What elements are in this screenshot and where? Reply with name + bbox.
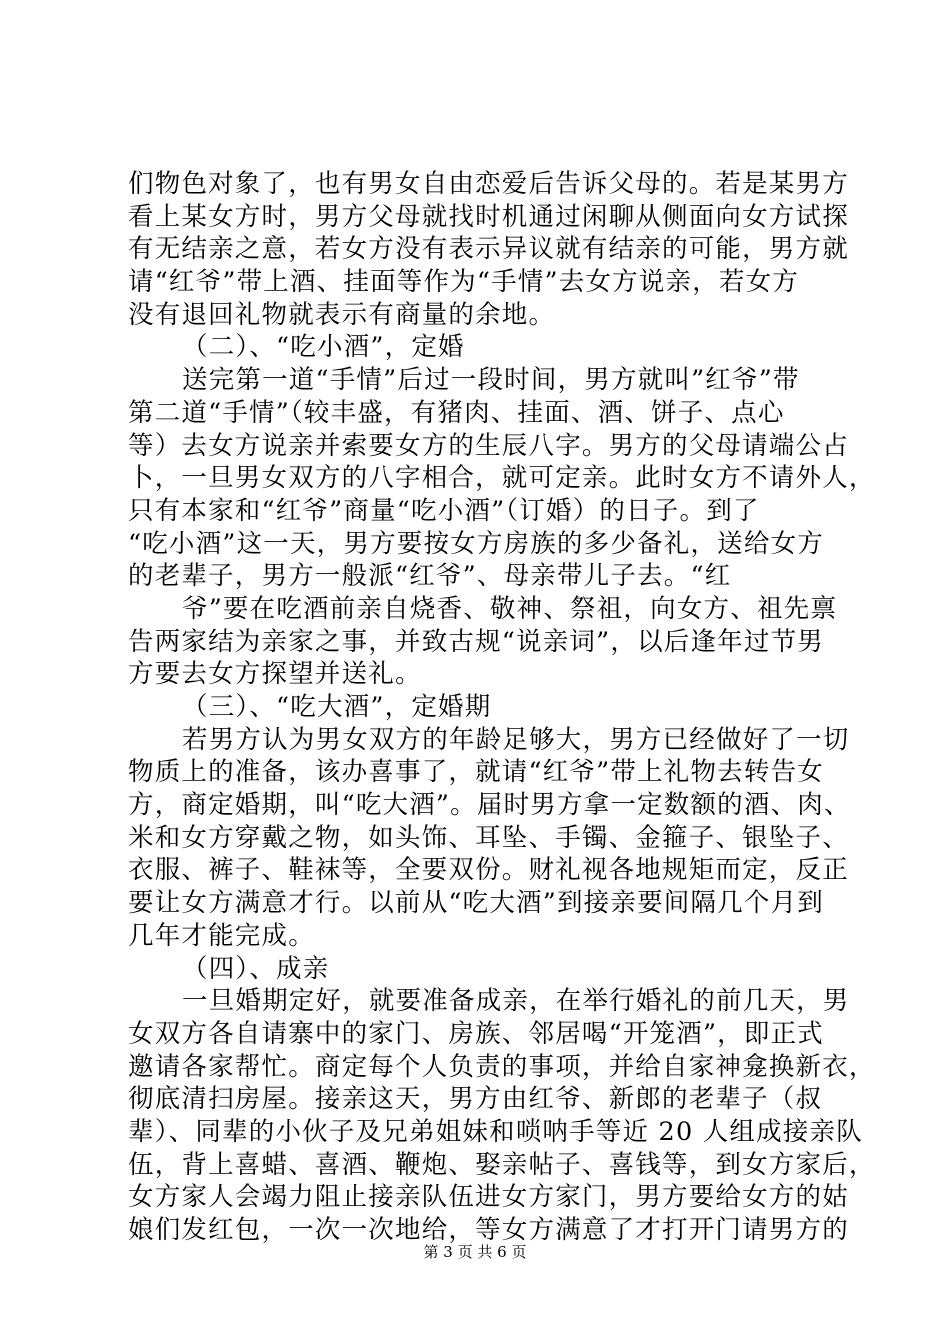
text-line: 女方家人会竭力阻止接亲队伍进女方家门，男方要给女方的姑 bbox=[128, 1182, 849, 1213]
text-line: 物质上的准备，该办喜事了，就请“红爷”带上礼物去转告女 bbox=[128, 757, 824, 788]
text-line: 没有退回礼物就表示有商量的余地。 bbox=[128, 299, 556, 330]
text-line: 请“红爷”带上酒、挂面等作为“手情”去女方说亲，若女方 bbox=[128, 267, 800, 298]
text-line: 米和女方穿戴之物，如头饰、耳坠、手镯、金箍子、银坠子、 bbox=[128, 822, 849, 853]
text-line: 的老辈子，男方一般派“红爷”、母亲带儿子去。“红 bbox=[128, 561, 732, 592]
text-line: 女双方各自请寨中的家门、房族、邻居喝“开笼酒”，即正式 bbox=[128, 1018, 824, 1049]
text-line: 方，商定婚期，叫“吃大酒”。届时男方拿一定数额的酒、肉、 bbox=[128, 790, 851, 821]
body-text bbox=[128, 168, 876, 1247]
text-line: 几年才能完成。 bbox=[128, 920, 315, 951]
page-footer: 第 3 页 共 6 页 bbox=[423, 1243, 527, 1261]
text-line: 辈）、同辈的小伙子及兄弟姐妹和唢呐手等近 20 人组成接亲队 bbox=[128, 1116, 863, 1147]
text-line: 衣服、裤子、鞋袜等，全要双份。财礼视各地规矩而定，反正 bbox=[128, 855, 849, 886]
text-line: 邀请各家帮忙。商定每个人负责的事项，并给自家神龛换新衣， bbox=[128, 1051, 876, 1082]
text-line: 彻底清扫房屋。接亲这天，男方由红爷、新郎的老辈子（叔 bbox=[128, 1084, 823, 1115]
text-line: 告两家结为亲家之事，并致古规“说亲词”，以后逢年过节男 bbox=[128, 626, 824, 657]
text-line: 第二道“手情”（较丰盛，有猪肉、挂面、酒、饼子、点心 bbox=[128, 397, 785, 428]
text-line: 看上某女方时，男方父母就找时机通过闲聊从侧面向女方试探 bbox=[128, 201, 849, 232]
text-line: 一旦婚期定好，就要准备成亲，在举行婚礼的前几天，男 bbox=[182, 986, 850, 1017]
text-line: 娘们发红包，一次一次地给，等女方满意了才打开门请男方的 bbox=[128, 1215, 849, 1245]
text-line: 卜，一旦男女双方的八字相合，就可定亲。此时女方不请外人， bbox=[128, 463, 876, 494]
text-line: 伍，背上喜蜡、喜酒、鞭炮、娶亲帖子、喜钱等，到女方家后， bbox=[128, 1149, 876, 1180]
text-line: 们物色对象了，也有男女自由恋爱后告诉父母的。若是某男方 bbox=[128, 169, 849, 199]
text-line: 要让女方满意才行。以前从“吃大酒”到接亲要间隔几个月到 bbox=[128, 888, 824, 919]
text-line: 爷”要在吃酒前亲自烧香、敬神、祭祖，向女方、祖先禀 bbox=[182, 593, 838, 624]
text-line: 只有本家和“红爷”商量“吃小酒”（订婚）的日子。到了 bbox=[128, 495, 760, 526]
section-heading-2: （二）、“吃小酒”，定婚 bbox=[182, 332, 465, 363]
text-line: 有无结亲之意，若女方没有表示异议就有结亲的可能，男方就 bbox=[128, 234, 849, 265]
section-heading-3: （三）、“吃大酒”，定婚期 bbox=[182, 692, 492, 722]
text-line: 若男方认为男女双方的年龄足够大，男方已经做好了一切 bbox=[182, 724, 850, 755]
text-line: 等）去女方说亲并索要女方的生辰八字。男方的父母请端公占 bbox=[128, 430, 849, 461]
text-line: “吃小酒”这一天，男方要按女方房族的多少备礼，送给女方 bbox=[128, 528, 824, 559]
text-line: 送完第一道“手情”后过一段时间，男方就叫”红爷”带 bbox=[182, 365, 800, 396]
section-heading-4: （四）、成亲 bbox=[182, 953, 330, 984]
text-line: 方要去女方探望并送礼。 bbox=[128, 659, 422, 690]
